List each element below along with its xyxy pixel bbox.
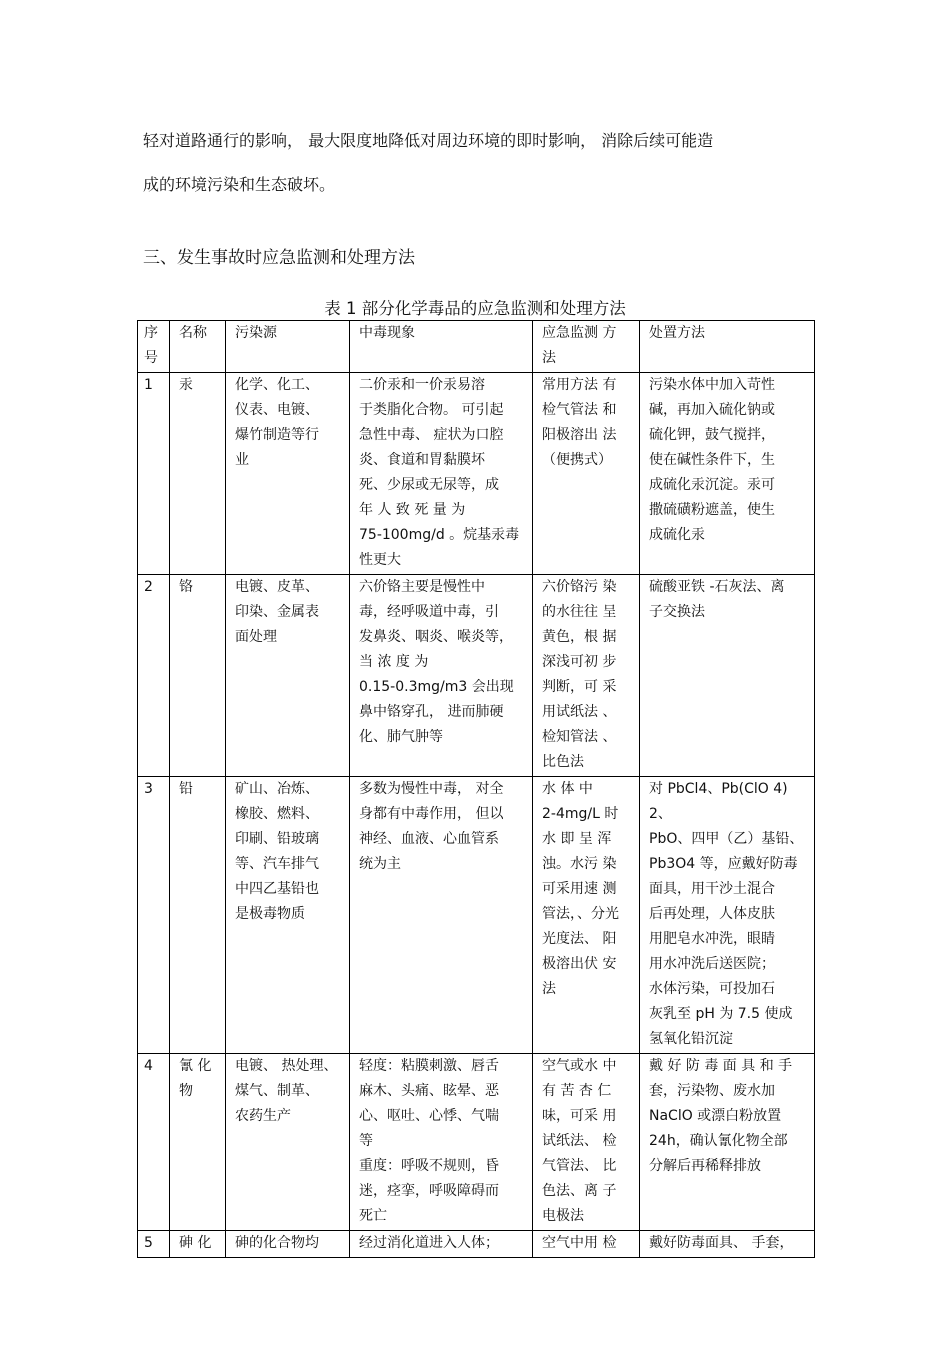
cell-no: 3 (138, 777, 170, 1054)
header-cell-monitoring: 应急监测 方 法 (533, 321, 640, 373)
disposal-line: 用肥皂水冲洗，眼睛 (649, 931, 775, 947)
cell-name: 汞 (170, 373, 226, 575)
table-header-row (138, 321, 815, 373)
header-cell-symptoms: 中毒现象 (350, 321, 533, 373)
cell-source: 矿山、冶炼、 橡胶、燃料、 印刷、铅玻璃 等、汽车排气 中四乙基铅也 是极毒物质 (226, 777, 350, 1054)
header-cell-no: 序 号 (138, 321, 170, 373)
table-row (138, 1231, 815, 1258)
cell-symptoms: 经过消化道进入人体； (350, 1231, 533, 1258)
cell-symptoms: 六价铬主要是慢性中 毒，经呼吸道中毒，引 发鼻炎、咽炎、喉炎等， 当 浓 度 为 0.15-0.3mg/m3 会出现 鼻中铬穿孔， 进而肺硬 化、肺气肿等 (350, 575, 533, 777)
header-cell-name: 名称 (170, 321, 226, 373)
disposal-line: PbO、四甲（乙）基铅、 (649, 831, 804, 847)
cell-disposal: 戴好防毒面具、 手套， (640, 1231, 815, 1258)
disposal-line: 后再处理，人体皮肤 (649, 906, 775, 922)
cell-source: 化学、化工、 仪表、电镀、 爆竹制造等行 业 (226, 373, 350, 575)
cell-no: 4 (138, 1054, 170, 1231)
table-row (138, 777, 815, 1054)
disposal-line: 水体污染，可投加石 (649, 981, 775, 997)
cell-disposal: 硫酸亚铁 -石灰法、离 子交换法 (640, 575, 815, 777)
cell-source: 砷的化合物均 (226, 1231, 350, 1258)
cell-disposal: 戴 好 防 毒 面 具 和 手 套，污染物、废水加 NaClO 或漂白粉放置 24h，确认氰化物全部 分解后再稀释排放 (640, 1054, 815, 1231)
cell-name: 铬 (170, 575, 226, 777)
table-caption: 表 1 部分化学毒品的应急监测和处理方法 (324, 299, 626, 318)
section-heading: 三、发生事故时应急监测和处理方法 (143, 248, 415, 268)
cell-monitoring: 空气或水 中 有 苦 杏 仁 味，可采 用 试纸法、 检 气管法、 比 色法、离 子 电极法 (533, 1054, 640, 1231)
cell-source: 电镀、皮革、 印染、金属表 面处理 (226, 575, 350, 777)
cell-name: 砷 化 (170, 1231, 226, 1258)
cell-symptoms: 轻度：粘膜刺激、唇舌 麻木、头痛、眩晕、恶 心、呕吐、心悸、气喘 等 重度：呼吸不规则，昏 迷，痉挛，呼吸障碍而 死亡 (350, 1054, 533, 1231)
cell-name: 氰 化 物 (170, 1054, 226, 1231)
cell-symptoms: 二价汞和一价汞易溶 于类脂化合物。 可引起 急性中毒、 症状为口腔 炎、食道和胃黏膜坏 死、少尿或无尿等，成 年 人 致 死 量 为 75-100mg/d 。烷基汞毒 性更大 (350, 373, 533, 575)
disposal-line: 灰乳至 pH 为 7.5 使成 (649, 1006, 793, 1022)
toxic-chemicals-table (137, 320, 815, 1258)
table-row (138, 373, 815, 575)
header-cell-disposal: 处置方法 (640, 321, 815, 373)
cell-symptoms: 多数为慢性中毒， 对全 身都有中毒作用， 但以 神经、血液、心血管系 统为主 (350, 777, 533, 1054)
disposal-line: 面具，用干沙土混合 (649, 881, 775, 897)
cell-monitoring: 常用方法 有 检气管法 和 阳极溶出 法 （便携式） (533, 373, 640, 575)
body-paragraph-line-1: 轻对道路通行的影响， 最大限度地降低对周边环境的即时影响， 消除后续可能造 (143, 131, 714, 150)
table-row (138, 1054, 815, 1231)
cell-no: 1 (138, 373, 170, 575)
disposal-line: 氢氧化铅沉淀 (649, 1031, 733, 1047)
disposal-line: 对 PbCl4、Pb(ClO 4)2、 (649, 781, 788, 822)
cell-monitoring: 水 体 中 2-4mg/L 时 水 即 呈 浑 浊。水污 染 可采用速 测 管法，、分光 光度法、 阳 极溶出伏 安 法 (533, 777, 640, 1054)
cell-monitoring: 六价铬污 染 的水往往 呈 黄色，根 据 深浅可初 步 判断，可 采 用试纸法 、 检知管法 、 比色法 (533, 575, 640, 777)
cell-name: 铅 (170, 777, 226, 1054)
cell-source: 电镀、 热处理、 煤气、制革、 农药生产 (226, 1054, 350, 1231)
cell-disposal: 污染水体中加入苛性 碱，再加入硫化钠或 硫化钾，鼓气搅拌， 使在碱性条件下，生 成硫化汞沉淀。汞可 撒硫磺粉遮盖，使生 成硫化汞 (640, 373, 815, 575)
disposal-line: 用水冲洗后送医院； (649, 956, 775, 972)
cell-no: 5 (138, 1231, 170, 1258)
cell-disposal (640, 777, 815, 1054)
header-cell-source: 污染源 (226, 321, 350, 373)
cell-no: 2 (138, 575, 170, 777)
table-row (138, 575, 815, 777)
cell-monitoring: 空气中用 检 (533, 1231, 640, 1258)
disposal-line: Pb3O4 等，应戴好防毒 (649, 856, 798, 872)
body-paragraph-line-2: 成的环境污染和生态破坏。 (143, 175, 336, 194)
